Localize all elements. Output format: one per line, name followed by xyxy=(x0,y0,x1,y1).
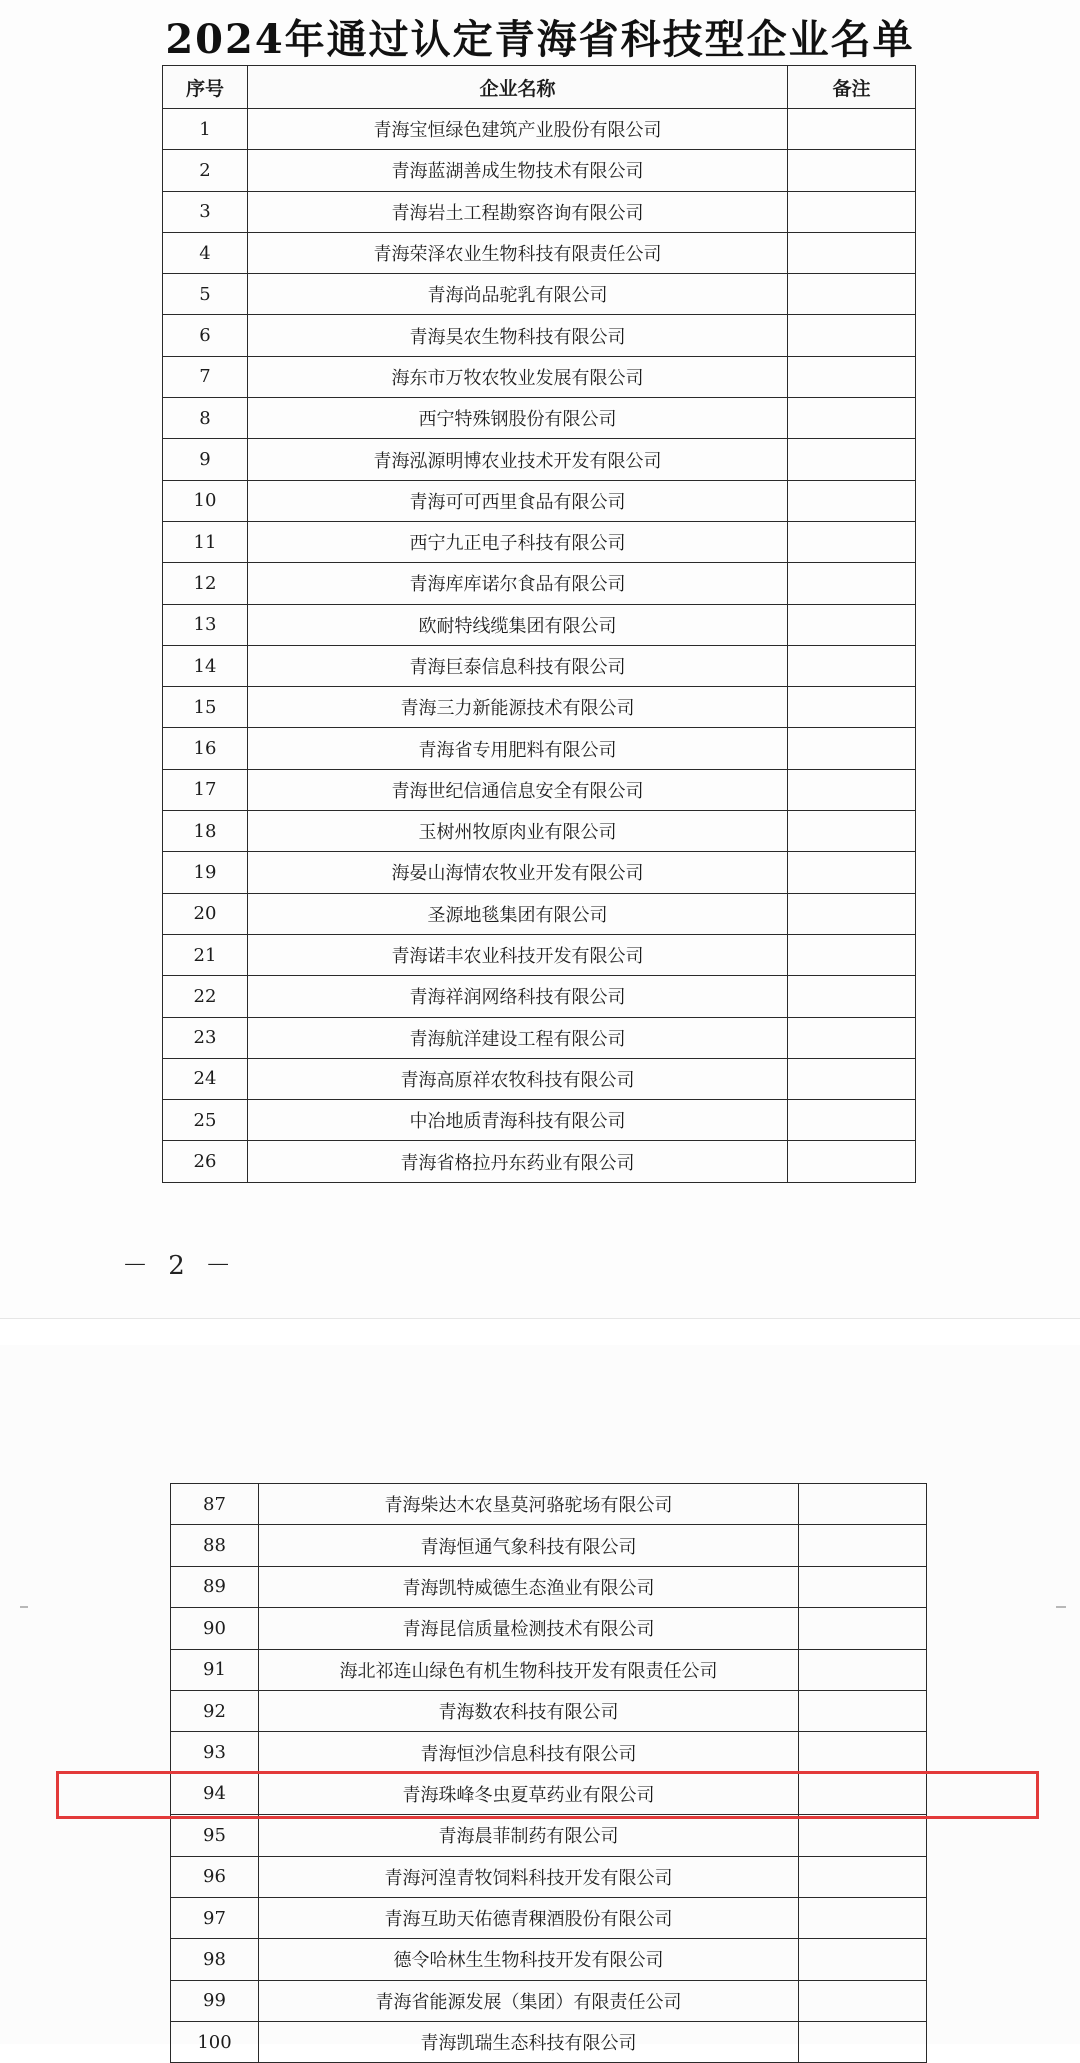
row-number-cell: 97 xyxy=(171,1897,259,1938)
table-row xyxy=(163,191,916,232)
table-row xyxy=(163,811,916,852)
row-number-cell: 24 xyxy=(163,1058,248,1099)
company-name-cell: 玉树州牧原肉业有限公司 xyxy=(248,811,788,852)
company-name-cell: 中冶地质青海科技有限公司 xyxy=(248,1100,788,1141)
table-row xyxy=(171,1856,927,1897)
row-number-cell: 14 xyxy=(163,645,248,686)
row-number-cell: 87 xyxy=(171,1484,259,1525)
company-name-cell: 青海荣泽农业生物科技有限责任公司 xyxy=(248,232,788,273)
row-number-cell: 96 xyxy=(171,1856,259,1897)
company-name-cell: 青海珠峰冬虫夏草药业有限公司 xyxy=(259,1773,799,1814)
row-number-cell: 1 xyxy=(163,109,248,150)
row-number-cell: 11 xyxy=(163,521,248,562)
note-cell xyxy=(788,604,916,645)
note-cell xyxy=(799,1649,927,1690)
row-number-cell: 92 xyxy=(171,1690,259,1731)
table-row xyxy=(163,1141,916,1182)
page-number: － 2 － xyxy=(122,1251,238,1281)
table-row xyxy=(163,439,916,480)
note-cell xyxy=(788,934,916,975)
row-number-cell: 26 xyxy=(163,1141,248,1182)
row-number-cell: 23 xyxy=(163,1017,248,1058)
note-cell xyxy=(799,1525,927,1566)
note-cell xyxy=(788,769,916,810)
table-body-top xyxy=(163,109,916,1183)
row-number-cell: 5 xyxy=(163,274,248,315)
note-cell xyxy=(788,811,916,852)
row-number-cell: 100 xyxy=(171,2022,259,2063)
note-cell xyxy=(799,1815,927,1856)
note-cell xyxy=(799,1608,927,1649)
table-row xyxy=(171,1897,927,1938)
note-cell xyxy=(799,1897,927,1938)
note-cell xyxy=(788,852,916,893)
note-cell xyxy=(799,1773,927,1814)
note-cell xyxy=(788,274,916,315)
table-row xyxy=(163,315,916,356)
column-header-number: 序号 xyxy=(163,66,248,109)
note-cell xyxy=(788,1017,916,1058)
column-header-note: 备注 xyxy=(788,66,916,109)
table-row xyxy=(163,521,916,562)
row-number-cell: 15 xyxy=(163,687,248,728)
table-row xyxy=(171,1484,927,1525)
table-row xyxy=(171,1525,927,1566)
table-row xyxy=(171,2022,927,2063)
note-cell xyxy=(788,232,916,273)
table-header-row xyxy=(163,66,916,109)
company-name-cell: 青海晨菲制药有限公司 xyxy=(259,1815,799,1856)
company-name-cell: 青海省能源发展（集团）有限责任公司 xyxy=(259,1980,799,2021)
note-cell xyxy=(788,521,916,562)
table-body-bottom xyxy=(171,1484,927,2063)
row-number-cell: 19 xyxy=(163,852,248,893)
table-row xyxy=(163,852,916,893)
table-row xyxy=(171,1939,927,1980)
note-cell xyxy=(788,1100,916,1141)
company-list-table-top xyxy=(162,65,916,1183)
row-number-cell: 98 xyxy=(171,1939,259,1980)
row-number-cell: 7 xyxy=(163,356,248,397)
row-number-cell: 90 xyxy=(171,1608,259,1649)
company-name-cell: 青海尚品驼乳有限公司 xyxy=(248,274,788,315)
row-number-cell: 21 xyxy=(163,934,248,975)
table-row xyxy=(171,1773,927,1814)
company-name-cell: 青海蓝湖善成生物技术有限公司 xyxy=(248,150,788,191)
note-cell xyxy=(788,1141,916,1182)
row-number-cell: 20 xyxy=(163,893,248,934)
row-number-cell: 88 xyxy=(171,1525,259,1566)
company-name-cell: 青海恒通气象科技有限公司 xyxy=(259,1525,799,1566)
note-cell xyxy=(799,1690,927,1731)
company-name-cell: 青海省专用肥料有限公司 xyxy=(248,728,788,769)
note-cell xyxy=(788,728,916,769)
company-name-cell: 青海泓源明博农业技术开发有限公司 xyxy=(248,439,788,480)
company-name-cell: 青海凯瑞生态科技有限公司 xyxy=(259,2022,799,2063)
note-cell xyxy=(799,1856,927,1897)
table-row xyxy=(163,1100,916,1141)
row-number-cell: 16 xyxy=(163,728,248,769)
row-number-cell: 91 xyxy=(171,1649,259,1690)
company-name-cell: 海晏山海情农牧业开发有限公司 xyxy=(248,852,788,893)
company-name-cell: 德令哈林生生物科技开发有限公司 xyxy=(259,1939,799,1980)
company-name-cell: 青海省格拉丹东药业有限公司 xyxy=(248,1141,788,1182)
page-separator xyxy=(0,1318,1080,1347)
row-number-cell: 4 xyxy=(163,232,248,273)
table-row xyxy=(163,480,916,521)
row-number-cell: 94 xyxy=(171,1773,259,1814)
company-name-cell: 青海昆信质量检测技术有限公司 xyxy=(259,1608,799,1649)
row-number-cell: 95 xyxy=(171,1815,259,1856)
company-name-cell: 青海昊农生物科技有限公司 xyxy=(248,315,788,356)
company-name-cell: 青海祥润网络科技有限公司 xyxy=(248,976,788,1017)
row-number-cell: 6 xyxy=(163,315,248,356)
table-row xyxy=(163,563,916,604)
note-cell xyxy=(788,563,916,604)
company-name-cell: 青海库库诺尔食品有限公司 xyxy=(248,563,788,604)
table-row xyxy=(171,1980,927,2021)
table-row xyxy=(163,398,916,439)
row-number-cell: 10 xyxy=(163,480,248,521)
company-name-cell: 欧耐特线缆集团有限公司 xyxy=(248,604,788,645)
row-number-cell: 17 xyxy=(163,769,248,810)
company-list-table-bottom xyxy=(170,1483,927,2063)
note-cell xyxy=(788,398,916,439)
note-cell xyxy=(788,480,916,521)
table-row xyxy=(163,728,916,769)
note-cell xyxy=(799,1732,927,1773)
table-row xyxy=(163,274,916,315)
company-name-cell: 青海河湟青牧饲料科技开发有限公司 xyxy=(259,1856,799,1897)
table-row xyxy=(163,934,916,975)
note-cell xyxy=(799,1980,927,2021)
row-number-cell: 93 xyxy=(171,1732,259,1773)
note-cell xyxy=(788,645,916,686)
table-row xyxy=(163,356,916,397)
table-row xyxy=(163,769,916,810)
row-number-cell: 25 xyxy=(163,1100,248,1141)
table-row xyxy=(163,976,916,1017)
note-cell xyxy=(788,315,916,356)
company-name-cell: 青海航洋建设工程有限公司 xyxy=(248,1017,788,1058)
company-name-cell: 青海互助天佑德青稞酒股份有限公司 xyxy=(259,1897,799,1938)
table-row xyxy=(171,1815,927,1856)
company-name-cell: 西宁特殊钢股份有限公司 xyxy=(248,398,788,439)
scan-edge-mark xyxy=(20,1606,28,1608)
note-cell xyxy=(788,976,916,1017)
row-number-cell: 13 xyxy=(163,604,248,645)
note-cell xyxy=(788,109,916,150)
company-name-cell: 青海世纪信通信息安全有限公司 xyxy=(248,769,788,810)
note-cell xyxy=(788,439,916,480)
table-row xyxy=(171,1608,927,1649)
note-cell xyxy=(788,356,916,397)
company-name-cell: 青海柴达木农垦莫河骆驼场有限公司 xyxy=(259,1484,799,1525)
row-number-cell: 22 xyxy=(163,976,248,1017)
row-number-cell: 2 xyxy=(163,150,248,191)
table-row xyxy=(171,1566,927,1607)
table-row xyxy=(163,893,916,934)
company-name-cell: 青海巨泰信息科技有限公司 xyxy=(248,645,788,686)
table-row xyxy=(163,1017,916,1058)
table-row xyxy=(163,109,916,150)
table-row xyxy=(163,150,916,191)
company-name-cell: 青海三力新能源技术有限公司 xyxy=(248,687,788,728)
company-name-cell: 青海恒沙信息科技有限公司 xyxy=(259,1732,799,1773)
note-cell xyxy=(788,1058,916,1099)
company-name-cell: 青海高原祥农牧科技有限公司 xyxy=(248,1058,788,1099)
note-cell xyxy=(799,1566,927,1607)
row-number-cell: 12 xyxy=(163,563,248,604)
row-number-cell: 9 xyxy=(163,439,248,480)
table-row xyxy=(171,1649,927,1690)
table-row xyxy=(163,1058,916,1099)
company-name-cell: 青海岩土工程勘察咨询有限公司 xyxy=(248,191,788,232)
column-header-name: 企业名称 xyxy=(248,66,788,109)
document-title: 2024年通过认定青海省科技型企业名单 xyxy=(165,16,915,63)
company-name-cell: 青海凯特威德生态渔业有限公司 xyxy=(259,1566,799,1607)
note-cell xyxy=(788,150,916,191)
note-cell xyxy=(799,1939,927,1980)
company-name-cell: 圣源地毯集团有限公司 xyxy=(248,893,788,934)
scan-edge-mark xyxy=(1056,1606,1066,1608)
table-row xyxy=(163,232,916,273)
note-cell xyxy=(799,2022,927,2063)
note-cell xyxy=(788,191,916,232)
company-name-cell: 西宁九正电子科技有限公司 xyxy=(248,521,788,562)
company-name-cell: 海东市万牧农牧业发展有限公司 xyxy=(248,356,788,397)
note-cell xyxy=(788,893,916,934)
company-name-cell: 青海诺丰农业科技开发有限公司 xyxy=(248,934,788,975)
table-row xyxy=(171,1732,927,1773)
company-name-cell: 青海可可西里食品有限公司 xyxy=(248,480,788,521)
table-row xyxy=(163,687,916,728)
table-row xyxy=(163,645,916,686)
note-cell xyxy=(788,687,916,728)
note-cell xyxy=(799,1484,927,1525)
row-number-cell: 8 xyxy=(163,398,248,439)
row-number-cell: 3 xyxy=(163,191,248,232)
row-number-cell: 89 xyxy=(171,1566,259,1607)
company-name-cell: 青海数农科技有限公司 xyxy=(259,1690,799,1731)
company-name-cell: 海北祁连山绿色有机生物科技开发有限责任公司 xyxy=(259,1649,799,1690)
row-number-cell: 99 xyxy=(171,1980,259,2021)
table-row xyxy=(171,1690,927,1731)
company-name-cell: 青海宝恒绿色建筑产业股份有限公司 xyxy=(248,109,788,150)
table-row xyxy=(163,604,916,645)
row-number-cell: 18 xyxy=(163,811,248,852)
